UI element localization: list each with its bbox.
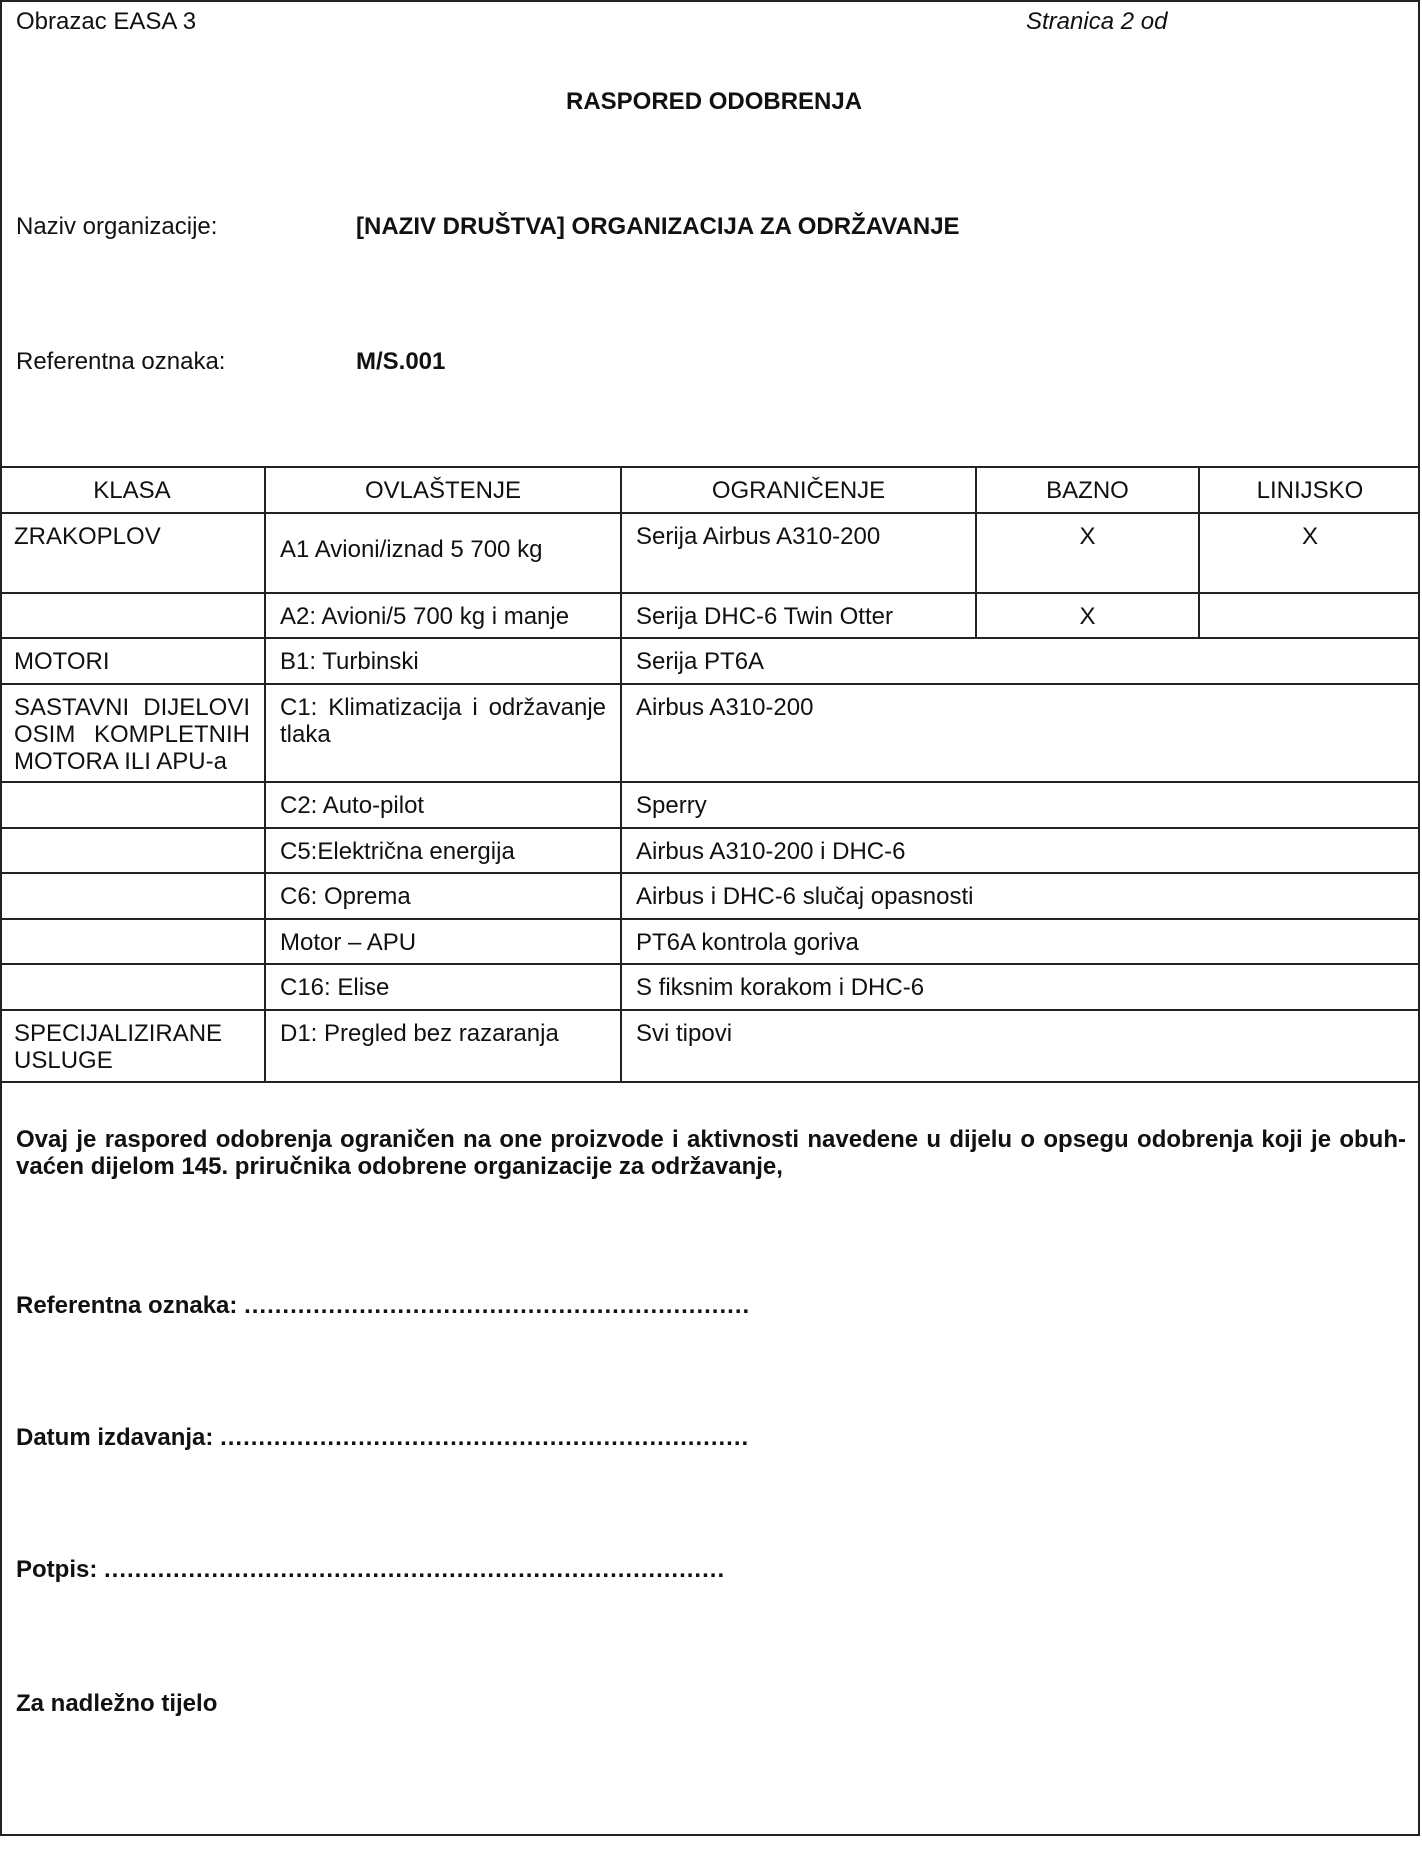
note-line: Ovaj je raspored odobrenja ograničen na one proizvode i aktivnosti navedene u dijelu o opsegu odobrenja koji je obuh- [16, 1126, 1406, 1153]
note-line: vaćen dijelom 145. priručnika odobrene organizacije za održavanje, [16, 1153, 783, 1180]
organization-value: [NAZIV DRUŠTVA] ORGANIZACIJA ZA ODRŽAVANJE [356, 213, 960, 240]
signature-field [16, 1556, 725, 1584]
ovlastenje-line: tlaka [280, 721, 331, 748]
ogranicenje-cell: S fiksnim korakom i DHC-6 [621, 964, 1420, 1010]
ovlastenje-cell: A2: Avioni/5 700 kg i manje [265, 593, 621, 638]
klasa-cell [0, 964, 265, 1010]
klasa-line: MOTORA ILI APU-a [14, 748, 227, 775]
ogranicenje-cell: Serija PT6A [621, 638, 1420, 684]
klasa-line: SPECIJALIZIRANE [14, 1020, 223, 1047]
column-header: KLASA [0, 467, 265, 513]
ovlastenje-cell: A1 Avioni/iznad 5 700 kg [265, 513, 621, 593]
table-row [0, 684, 1420, 782]
ogranicenje-cell: Sperry [621, 782, 1420, 828]
table-row [0, 782, 1420, 828]
ovlastenje-cell: B1: Turbinski [265, 638, 621, 684]
ogranicenje-cell: Serija DHC-6 Twin Otter [621, 593, 976, 638]
ogranicenje-cell: PT6A kontrola goriva [621, 919, 1420, 964]
table-row [0, 964, 1420, 1010]
klasa-cell: MOTORI [0, 638, 265, 684]
ogranicenje-cell: Airbus A310-200 [621, 684, 1420, 782]
date-field-label: Datum izdavanja: [16, 1424, 214, 1451]
column-header: OVLAŠTENJE [265, 467, 621, 513]
klasa-cell: ZRAKOPLOV [0, 513, 265, 593]
klasa-line: OSIM KOMPLETNIH [14, 721, 250, 748]
bazno-cell: X [976, 593, 1199, 638]
klasa-cell [0, 684, 265, 782]
bazno-cell: X [976, 513, 1199, 593]
reference-field-dots: .................................................................. [244, 1292, 751, 1319]
reference-field [16, 1292, 750, 1320]
table-row [0, 593, 1420, 638]
ogranicenje-cell: Airbus i DHC-6 slučaj opasnosti [621, 873, 1420, 919]
approval-table [0, 466, 1420, 1083]
table-row [0, 1010, 1420, 1082]
ovlastenje-cell [265, 684, 621, 782]
column-header: OGRANIČENJE [621, 467, 976, 513]
table-row [0, 873, 1420, 919]
page-title: RASPORED ODOBRENJA [566, 88, 863, 115]
column-header: LINIJSKO [1199, 467, 1420, 513]
ovlastenje-cell: C2: Auto-pilot [265, 782, 621, 828]
linijsko-cell [1199, 593, 1420, 638]
reference-field-label: Referentna oznaka: [16, 1292, 238, 1319]
ovlastenje-cell: C6: Oprema [265, 873, 621, 919]
column-header: BAZNO [976, 467, 1199, 513]
date-field-dots: ..................................................................... [220, 1424, 750, 1451]
signature-field-dots: ................................................................................. [104, 1556, 726, 1583]
ovlastenje-line: C1: Klimatizacija i održavanje [280, 694, 606, 721]
ovlastenje-cell: D1: Pregled bez razaranja [265, 1010, 621, 1082]
klasa-cell [0, 593, 265, 638]
signature-field-label: Potpis: [16, 1556, 98, 1583]
scope-note [16, 1126, 1406, 1180]
date-field [16, 1424, 749, 1452]
table-row [0, 828, 1420, 873]
reference-label: Referentna oznaka: [16, 348, 226, 375]
klasa-line: USLUGE [14, 1047, 113, 1074]
ovlastenje-cell: C16: Elise [265, 964, 621, 1010]
organization-label: Naziv organizacije: [16, 213, 218, 240]
klasa-cell [0, 919, 265, 964]
klasa-cell [0, 828, 265, 873]
ovlastenje-cell: C5:Električna energija [265, 828, 621, 873]
ogranicenje-cell: Serija Airbus A310-200 [621, 513, 976, 593]
reference-value: M/S.001 [356, 348, 446, 375]
table-row [0, 919, 1420, 964]
page-label: Stranica 2 od [1026, 8, 1168, 35]
form-label: Obrazac EASA 3 [16, 8, 197, 35]
ogranicenje-cell: Svi tipovi [621, 1010, 1420, 1082]
table-header-row [0, 467, 1420, 513]
klasa-cell [0, 873, 265, 919]
table-row [0, 638, 1420, 684]
ogranicenje-cell: Airbus A310-200 i DHC-6 [621, 828, 1420, 873]
table-row [0, 513, 1420, 593]
ovlastenje-cell: Motor – APU [265, 919, 621, 964]
klasa-cell [0, 782, 265, 828]
klasa-line: SASTAVNI DIJELOVI [14, 694, 250, 721]
authority-label: Za nadležno tijelo [16, 1690, 218, 1717]
linijsko-cell: X [1199, 513, 1420, 593]
klasa-cell [0, 1010, 265, 1082]
